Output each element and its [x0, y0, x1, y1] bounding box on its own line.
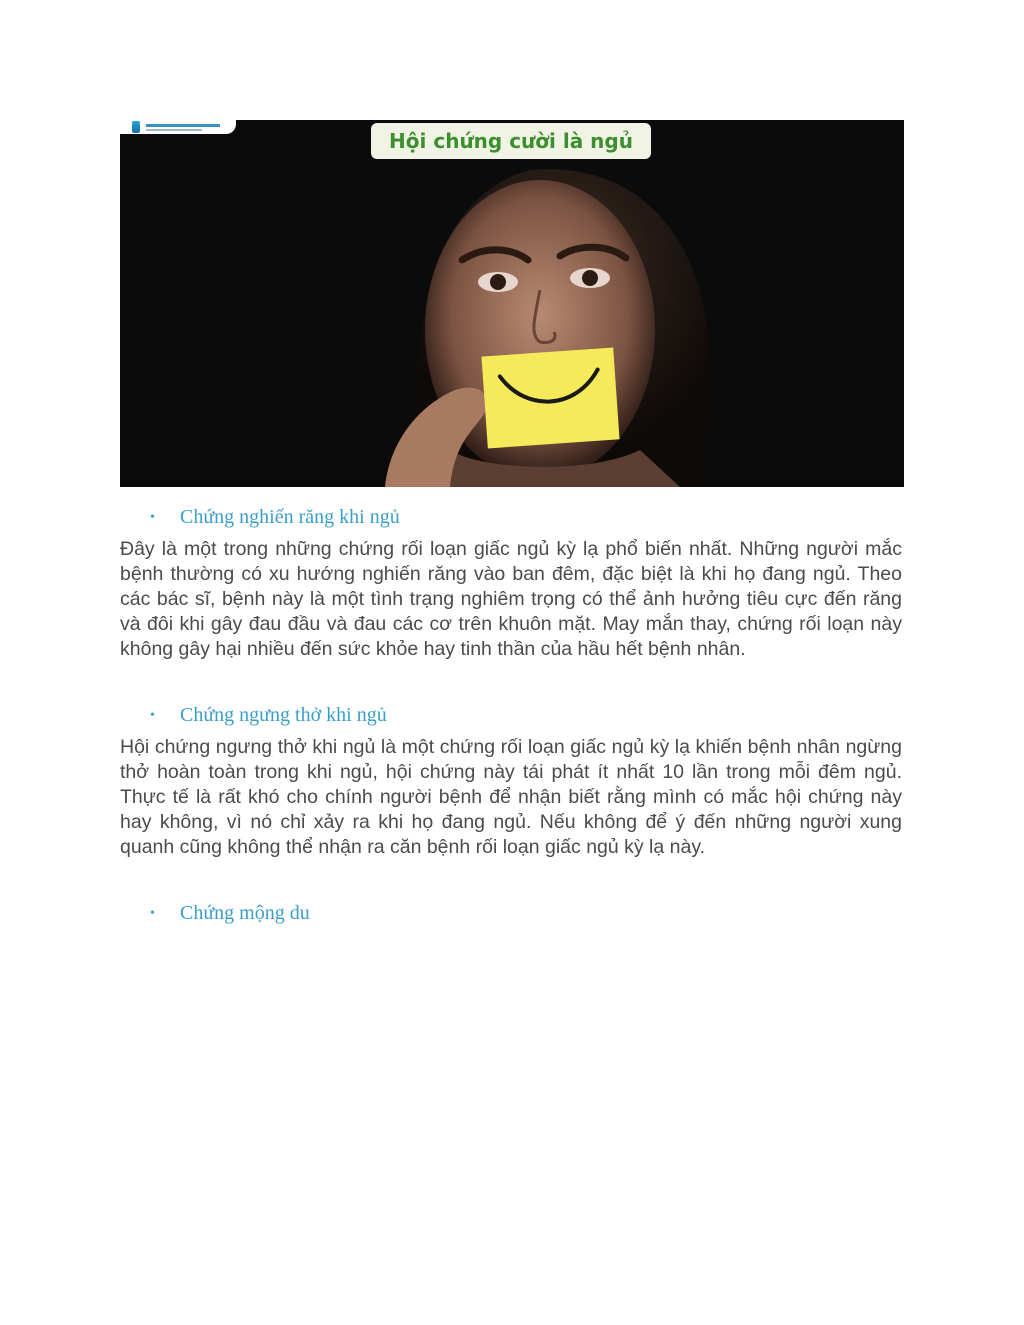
- article-photo: [120, 120, 904, 487]
- bullet-icon: •: [150, 906, 155, 921]
- bullet-icon: •: [150, 708, 155, 723]
- photo-caption: Hội chứng cười là ngủ: [371, 123, 651, 159]
- section-heading-2: [150, 703, 387, 728]
- section-body-1: Đây là một trong những chứng rối loạn giấc ngủ kỳ lạ phổ biến nhất. Những người mắc bệnh thường có xu hướng nghiến răng vào ban đêm, đặc biệt là khi họ đang ngủ. Theo các bác sĩ, bệnh này là một tình trạng nghiêm trọng có thể ảnh hưởng tiêu cực đến răng và đôi khi gây đau đầu và đau các cơ trên khuôn mặt. May mắn thay, chứng rối loạn này không gây hại nhiều đến sức khỏe hay tinh thần của hầu hết bệnh nhân.: [120, 538, 902, 660]
- section-body-2: Hội chứng ngưng thở khi ngủ là một chứng rối loạn giấc ngủ kỳ lạ khiến bệnh nhân ngừng thở hoàn toàn trong khi ngủ, hội chứng này tái phát ít nhất 10 lần trong mỗi đêm ngủ. Thực tế là rất khó cho chính người bệnh để nhận biết rằng mình có mắc hội chứng này hay không, vì nó chỉ xảy ra khi họ đang ngủ. Nếu không để ý đến những người xung quanh cũng không thể nhận ra căn bệnh rối loạn giấc ngủ kỳ lạ này.: [120, 736, 902, 858]
- section-heading-3: [150, 901, 310, 926]
- section-heading-1: [150, 505, 400, 530]
- logo-mark-icon: [132, 121, 140, 133]
- brand-logo: [120, 120, 236, 134]
- section-heading-text: Chứng ngưng thở khi ngủ: [180, 704, 387, 726]
- section-heading-text: Chứng mộng du: [180, 902, 310, 924]
- section-heading-text: Chứng nghiến răng khi ngủ: [180, 506, 400, 528]
- bullet-icon: •: [150, 510, 155, 525]
- photo-illustration: [120, 120, 904, 487]
